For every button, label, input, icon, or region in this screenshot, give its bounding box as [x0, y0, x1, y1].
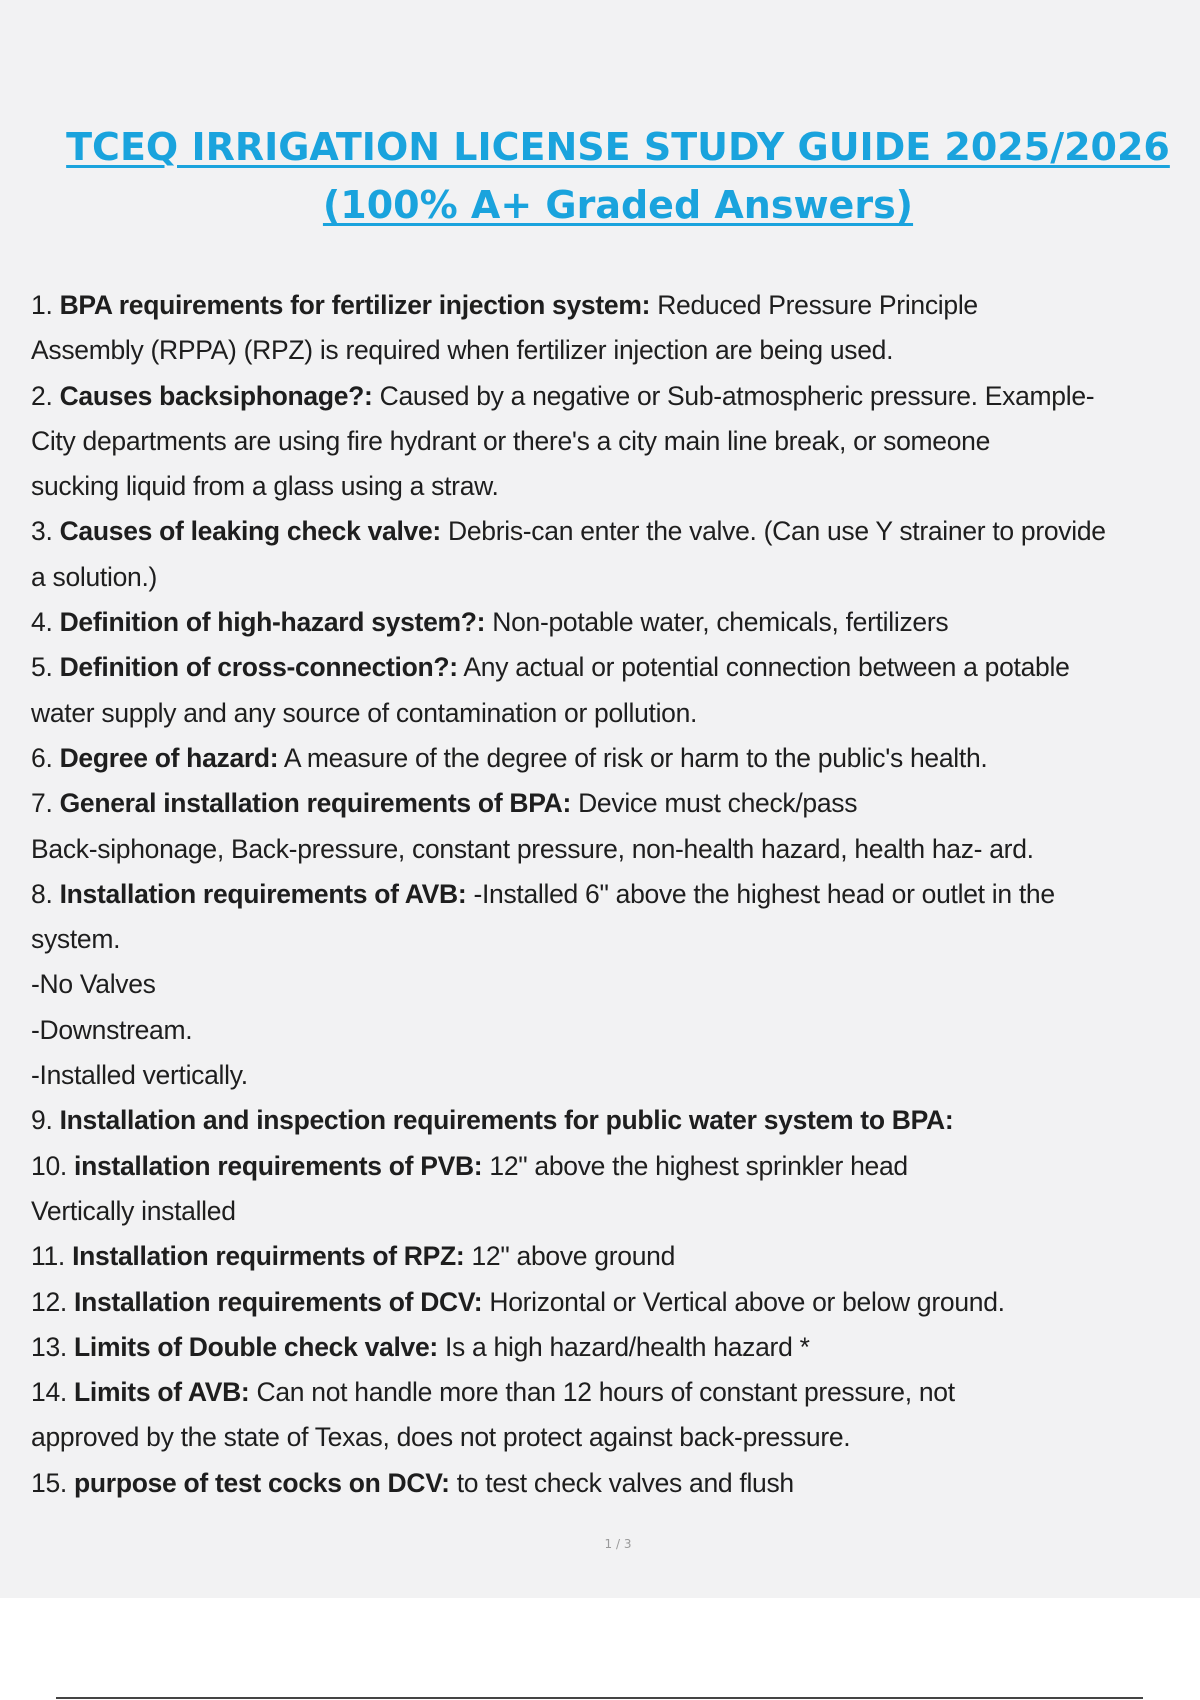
- item-answer-continuation: water supply and any source of contamination or pollution.: [31, 697, 698, 728]
- item-question: Installation and inspection requirements for public water system to BPA:: [59, 1105, 954, 1136]
- item-question: Installation requirements of AVB:: [59, 878, 467, 909]
- qa-item: [31, 781, 1200, 826]
- item-number: 9.: [31, 1105, 53, 1136]
- item-answer-continuation: -Downstream.: [31, 1014, 193, 1045]
- item-answer: Horizontal or Vertical above or below ground.: [482, 1286, 1005, 1317]
- item-question: Degree of hazard:: [59, 742, 279, 773]
- item-question: Installation requirments of RPZ:: [72, 1241, 465, 1272]
- item-number: 8.: [31, 878, 53, 909]
- qa-list: [31, 283, 1200, 1506]
- item-answer-continuation: a solution.): [31, 561, 158, 592]
- item-answer: Non-potable water, chemicals, fertilizers: [485, 607, 949, 638]
- qa-item: [31, 509, 1200, 554]
- item-answer-continuation: Back-siphonage, Back-pressure, constant pressure, non-health hazard, health haz- ard.: [31, 833, 1034, 864]
- qa-item: [31, 374, 1200, 419]
- item-answer: 12" above ground: [464, 1241, 676, 1272]
- item-question: Limits of Double check valve:: [74, 1331, 438, 1362]
- item-answer: Is a high hazard/health hazard *: [437, 1331, 810, 1362]
- item-number: 7.: [31, 788, 53, 819]
- qa-item: [31, 1325, 1200, 1370]
- item-answer: Caused by a negative or Sub-atmospheric pressure. Example-: [372, 380, 1095, 411]
- item-answer: Device must check/pass: [571, 788, 858, 819]
- document-title: [0, 118, 1200, 234]
- item-number: 5.: [31, 652, 53, 683]
- item-number: 3.: [31, 516, 53, 547]
- qa-item: [31, 872, 1200, 917]
- item-answer: 12" above the highest sprinkler head: [482, 1150, 908, 1181]
- qa-item: [31, 600, 1200, 645]
- item-question: Installation requirements of DCV:: [74, 1286, 483, 1317]
- item-question: purpose of test cocks on DCV:: [74, 1467, 450, 1498]
- item-answer: -Installed 6" above the highest head or outlet in the: [466, 878, 1055, 909]
- item-answer-continuation: Assembly (RPPA) (RPZ) is required when fertilizer injection are being used.: [31, 335, 894, 366]
- qa-item: [31, 1234, 1200, 1279]
- item-answer-continuation: -Installed vertically.: [31, 1060, 248, 1091]
- item-question: Limits of AVB:: [74, 1377, 250, 1408]
- qa-item: [31, 736, 1200, 781]
- qa-item: [31, 1280, 1200, 1325]
- item-answer-continuation: City departments are using fire hydrant or there's a city main line break, or someone: [31, 425, 991, 456]
- item-number: 12.: [31, 1286, 67, 1317]
- qa-item: [31, 645, 1200, 690]
- page-number: 1 / 3: [604, 1537, 632, 1551]
- item-number: 11.: [31, 1241, 65, 1272]
- item-number: 13.: [31, 1331, 67, 1362]
- item-number: 1.: [31, 290, 53, 320]
- qa-item: [31, 1144, 1200, 1189]
- item-question: Definition of cross-connection?:: [59, 652, 458, 683]
- item-question: Causes backsiphonage?:: [59, 380, 373, 411]
- item-answer: Reduced Pressure Principle: [650, 290, 978, 320]
- title-line-2: (100% A+ Graded Answers): [322, 183, 914, 227]
- item-question: General installation requirements of BPA:: [59, 788, 572, 819]
- title-line-1: TCEQ IRRIGATION LICENSE STUDY GUIDE 2025/2026: [66, 125, 1170, 169]
- footer-divider: [56, 1697, 1143, 1699]
- item-number: 14.: [31, 1377, 67, 1408]
- item-answer: Any actual or potential connection between a potable: [457, 652, 1070, 683]
- item-answer: to test check valves and flush: [449, 1467, 794, 1498]
- item-answer-continuation: approved by the state of Texas, does not protect against back-pressure.: [31, 1422, 851, 1453]
- qa-item: [31, 1370, 1200, 1415]
- item-number: 10.: [31, 1150, 67, 1181]
- item-answer-continuation: Vertically installed: [31, 1195, 236, 1226]
- item-number: 2.: [31, 380, 53, 411]
- item-question: Definition of high-hazard system?:: [59, 607, 486, 638]
- item-question: BPA requirements for fertilizer injection system:: [59, 290, 651, 320]
- item-number: 15.: [31, 1467, 67, 1498]
- item-question: installation requirements of PVB:: [74, 1150, 483, 1181]
- item-answer: Can not handle more than 12 hours of constant pressure, not: [249, 1377, 955, 1408]
- item-answer-continuation: system.: [31, 924, 121, 955]
- item-answer: A measure of the degree of risk or harm to the public's health.: [278, 742, 988, 773]
- qa-item: [31, 1098, 1200, 1143]
- qa-item: [31, 283, 1200, 328]
- item-answer: Debris-can enter the valve. (Can use Y strainer to provide: [440, 516, 1106, 547]
- item-question: Causes of leaking check valve:: [59, 516, 441, 547]
- item-number: 4.: [31, 607, 53, 638]
- item-number: 6.: [31, 742, 53, 773]
- item-answer-continuation: sucking liquid from a glass using a straw.: [31, 471, 499, 502]
- qa-item: [31, 1461, 1200, 1506]
- item-answer-continuation: -No Valves: [31, 969, 156, 1000]
